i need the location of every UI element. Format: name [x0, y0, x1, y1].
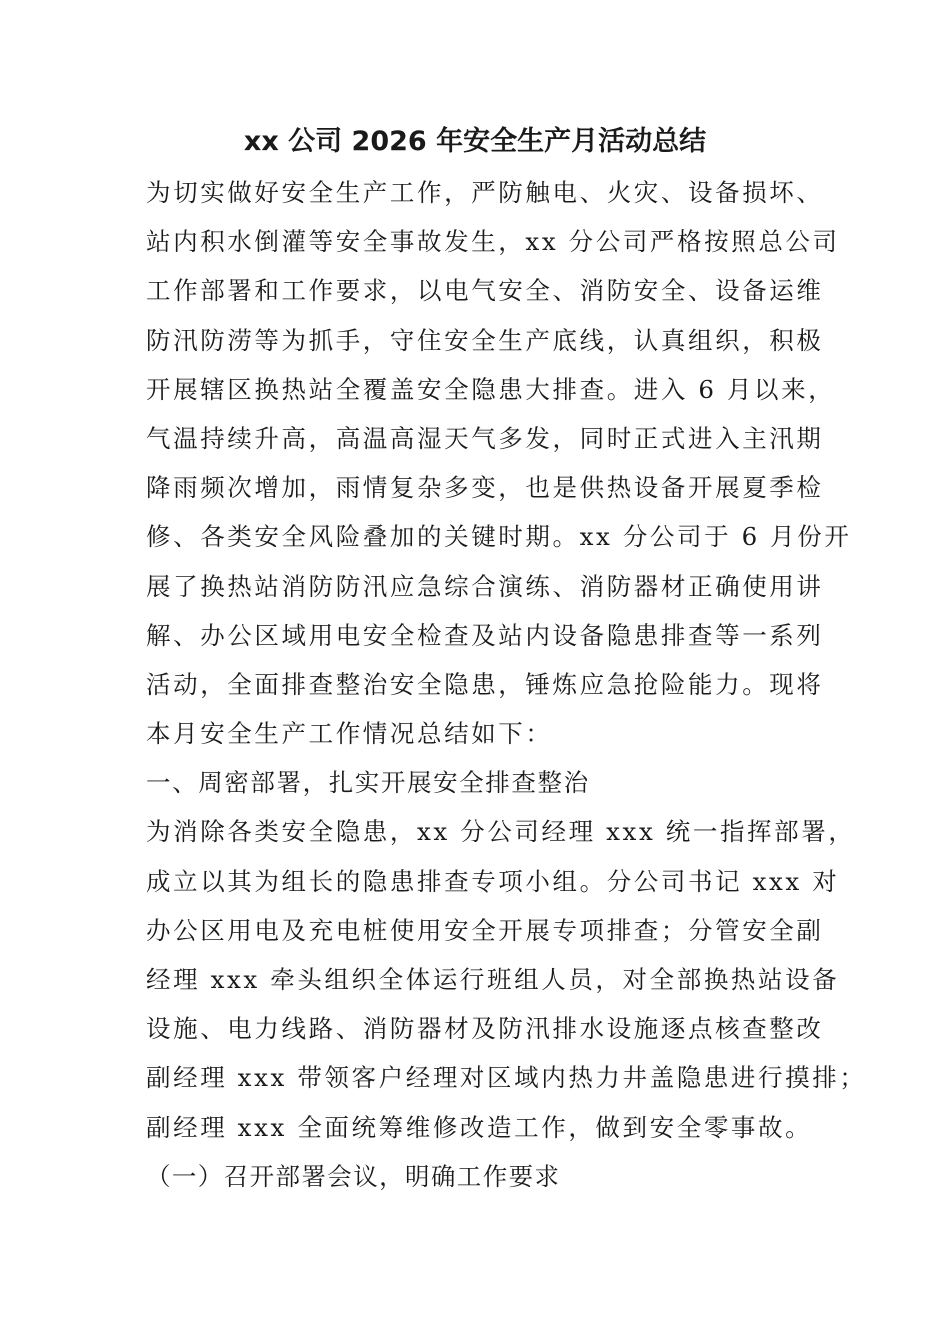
paragraph-line: 开展辖区换热站全覆盖安全隐患大排查。进入 6 月以来，: [146, 374, 836, 404]
paragraph-line: 工作部署和工作要求，以电气安全、消防安全、设备运维: [146, 276, 824, 306]
paragraph-line: 为切实做好安全生产工作，严防触电、火灾、设备损坏、: [146, 178, 824, 207]
paragraph-line: 解、办公区域用电安全检查及站内设备隐患排查等一系列: [146, 620, 824, 650]
section-heading: 一、周密部署，扎实开展安全排查整治: [146, 768, 590, 798]
paragraph-line: 站内积水倒灌等安全事故发生，xx 分公司严格按照总公司: [146, 227, 840, 257]
paragraph-line: 修、各类安全风险叠加的关键时期。xx 分公司于 6 月份开: [146, 522, 852, 552]
paragraph-line: 防汛防涝等为抓手，守住安全生产底线，认真组织，积极: [146, 325, 824, 355]
paragraph-line: 成立以其为组长的隐患排查专项小组。分公司书记 xxx 对: [146, 866, 840, 896]
document-body: [146, 168, 867, 1201]
subsection-heading: （一）召开部署会议，明确工作要求: [146, 1161, 561, 1191]
paragraph-line: 降雨频次增加，雨情复杂多变，也是供热设备开展夏季检: [146, 473, 824, 503]
paragraph-line: 活动，全面排查整治安全隐患，锤炼应急抢险能力。现将: [146, 669, 824, 699]
paragraph-line: 气温持续升高，高温高湿天气多发，同时正式进入主汛期: [146, 423, 824, 453]
paragraph-line: 副经理 xxx 全面统筹维修改造工作，做到安全零事故。: [146, 1112, 813, 1142]
paragraph-line: 展了换热站消防防汛应急综合演练、消防器材正确使用讲: [146, 571, 824, 601]
paragraph-line: 副经理 xxx 带领客户经理对区域内热力井盖隐患进行摸排；: [146, 1063, 867, 1093]
document-title: xx 公司 2026 年安全生产月活动总结: [243, 126, 707, 157]
paragraph-line: 设施、电力线路、消防器材及防汛排水设施逐点核查整改: [146, 1014, 824, 1044]
paragraph-line: 本月安全生产工作情况总结如下：: [146, 719, 553, 749]
paragraph-line: 为消除各类安全隐患，xx 分公司经理 xxx 统一指挥部署，: [146, 817, 856, 847]
paragraph-line: 经理 xxx 牵头组织全体运行班组人员，对全部换热站设备: [146, 965, 840, 994]
paragraph-line: 办公区用电及充电桩使用安全开展专项排查；分管安全副: [146, 915, 824, 945]
